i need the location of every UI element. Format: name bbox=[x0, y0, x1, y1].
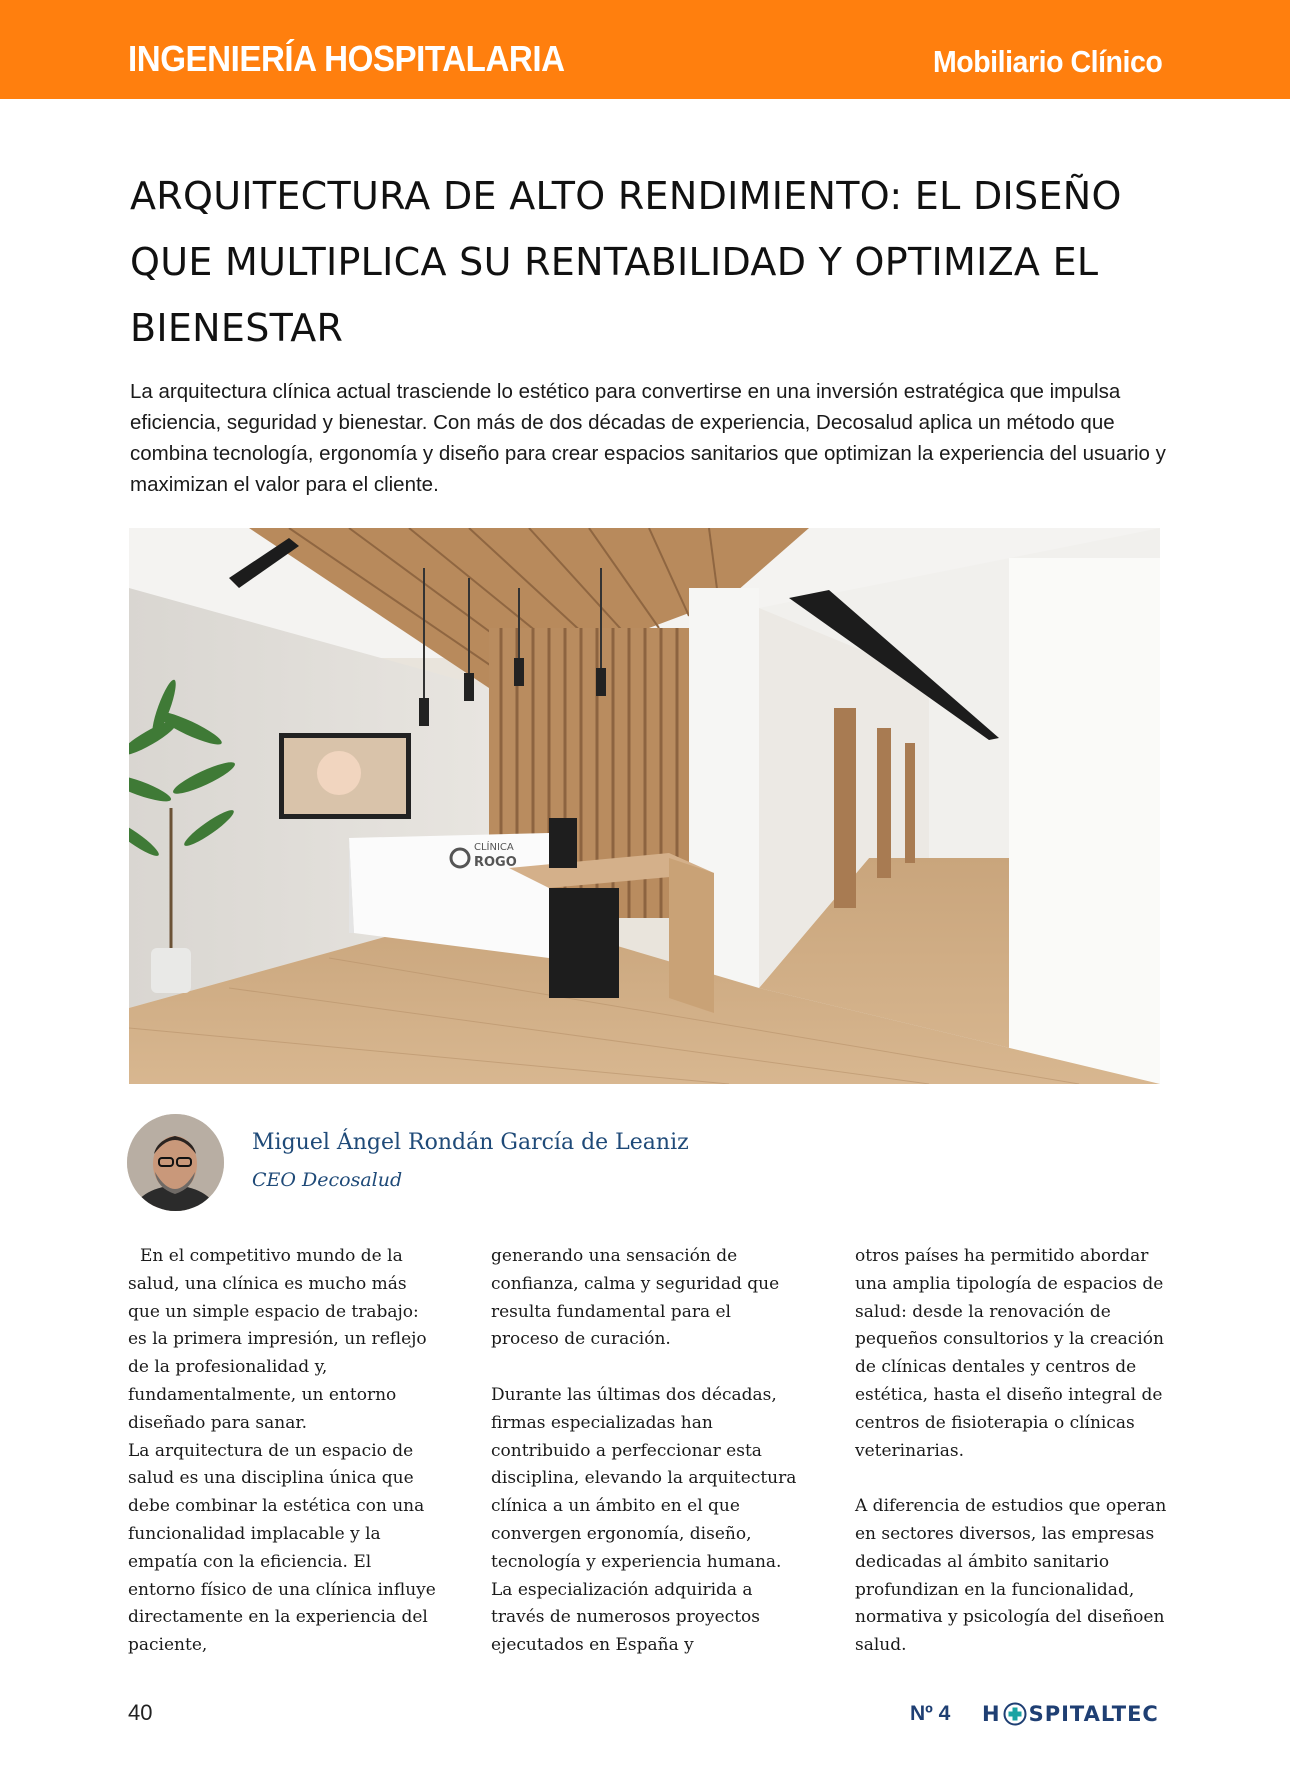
body-column-3 bbox=[855, 1243, 1167, 1660]
page-number: 40 bbox=[128, 1700, 153, 1725]
clinic-sign-line2: ROGO bbox=[474, 855, 517, 870]
body-paragraph: A diferencia de estudios que operan en sectores diversos, las empresas dedicadas al ámbito sanitario profundizan en la funcionalidad, normativa y psicología del diseñoen salud. bbox=[855, 1496, 1167, 1656]
body-paragraph: generando una sensación de confianza, calma y seguridad que resulta fundamental para el proceso de curación. bbox=[491, 1246, 780, 1350]
body-column-1 bbox=[128, 1243, 436, 1660]
section-name: INGENIERÍA HOSPITALARIA bbox=[128, 38, 565, 79]
article-title: ARQUITECTURA DE ALTO RENDIMIENTO: EL DISEÑO QUE MULTIPLICA SU RENTABILIDAD Y OPTIMIZA EL BIENESTAR bbox=[130, 174, 1122, 350]
brand-h: H bbox=[982, 1702, 1001, 1726]
body-paragraph: La arquitectura de un espacio de salud es una disciplina única que debe combinar la estética con una funcionalidad implacable y la empatía con la eficiencia. El entorno físico de una clínica influye directamente en la experiencia del paciente, bbox=[128, 1440, 436, 1656]
clinic-reception-photo bbox=[129, 528, 1160, 1084]
author-avatar bbox=[127, 1114, 224, 1211]
clinic-sign-line1: CLÍNICA bbox=[474, 842, 514, 853]
author-role: CEO Decosalud bbox=[252, 1169, 403, 1191]
issue-number: Nº 4 bbox=[910, 1702, 951, 1725]
author-portrait-icon bbox=[127, 1114, 224, 1211]
body-paragraph: En el competitivo mundo de la salud, una clínica es mucho más que un simple espacio de trabajo: es la primera impresión, un reflejo de la profesionalidad y, fundamentalmente, un entorno diseñado para sanar. bbox=[128, 1246, 427, 1433]
body-paragraph: Durante las últimas dos décadas, firmas especializadas han contribuido a perfeccionar esta disciplina, elevando la arquitectura clínica a un ámbito en el que convergen ergonomía, diseño, tecnología y experiencia humana. La especialización adquirida a través de numerosos proyectos ejecutados en España y bbox=[491, 1384, 797, 1656]
body-column-2 bbox=[491, 1243, 799, 1660]
author-name: Miguel Ángel Rondán García de Leaniz bbox=[252, 1130, 689, 1155]
medical-cross-icon bbox=[1003, 1702, 1027, 1726]
clinic-reception-illustration bbox=[129, 528, 1160, 1084]
header-bar bbox=[0, 0, 1290, 99]
brand-rest: SPITALTEC bbox=[1028, 1702, 1159, 1726]
body-paragraph: otros países ha permitido abordar una amplia tipología de espacios de salud: desde la renovación de pequeños consultorios y la creación de clínicas dentales y centros de estética, hasta el diseño integral de centros de fisioterapia o clínicas veterinarias. bbox=[855, 1246, 1164, 1461]
article-lead: La arquitectura clínica actual trasciende lo estético para convertirse en una inversión estratégica que impulsa eficiencia, seguridad y bienestar. Con más de dos décadas de experiencia, Decosalud aplica un método que combina tecnología, ergonomía y diseño para crear espacios sanitarios que optimizan la experiencia del usuario y maximizan el valor para el cliente. bbox=[130, 380, 1166, 496]
hospitaltec-logo bbox=[982, 1699, 1159, 1729]
category-name: Mobiliario Clínico bbox=[932, 44, 1162, 79]
